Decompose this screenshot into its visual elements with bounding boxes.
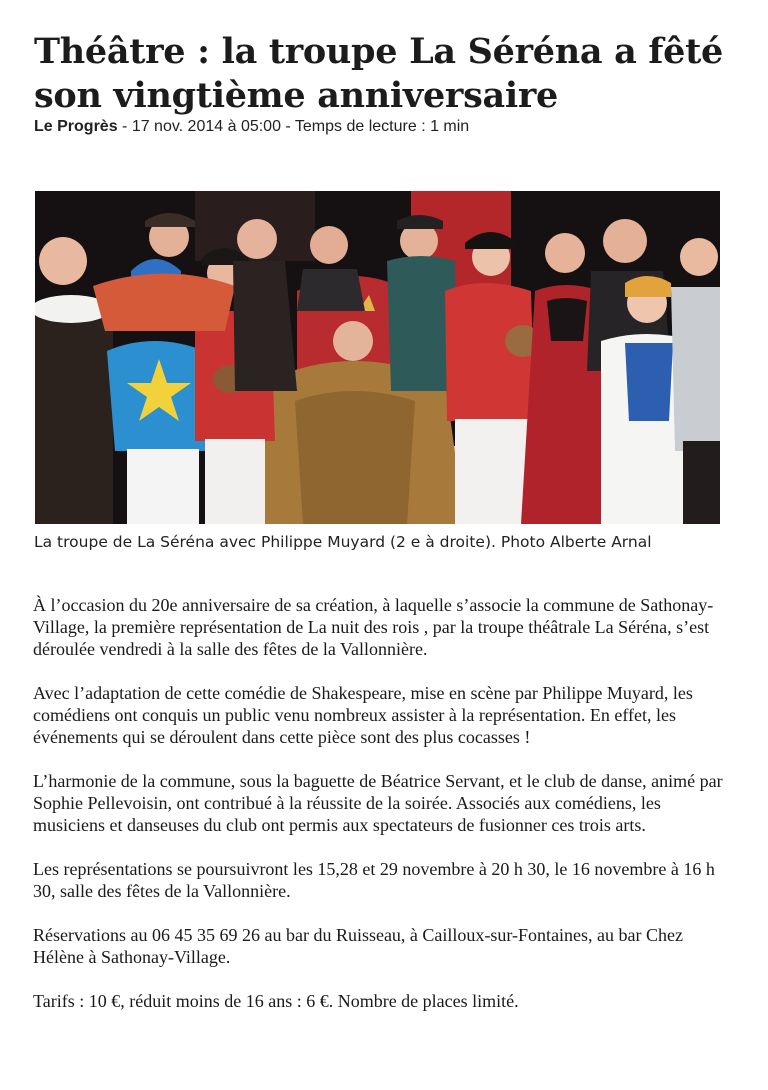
paragraph: L’harmonie de la commune, sous la baguette de Béatrice Servant, et le club de danse, animé par Sophie Pellevoisin, ont contribué à la réussite de la soirée. Associés aux comédiens, les musiciens et danseuses du club ont permis aux spectateurs de fusionner ces trois arts. <box>33 771 723 835</box>
paragraph: Les représentations se poursuivront les 15,28 et 29 novembre à 20 h 30, le 16 novembre à 16 h 30, salle des fêtes de la Vallonnière. <box>33 859 715 901</box>
article-body <box>33 594 733 1034</box>
troupe-photo <box>35 191 720 524</box>
article-byline <box>34 118 734 136</box>
byline-details: - 17 nov. 2014 à 05:00 - Temps de lecture : 1 min <box>117 118 470 135</box>
paragraph: Réservations au 06 45 35 69 26 au bar du Ruisseau, à Cailloux-sur-Fontaines, au bar Chez Hélène à Sathonay-Village. <box>33 925 684 967</box>
paragraph: Avec l’adaptation de cette comédie de Shakespeare, mise en scène par Philippe Muyard, les comédiens ont conquis un public venu nombreux assister à la représentation. En effet, les événements qui se déroulent dans cette pièce sont des plus cocasses ! <box>33 683 693 747</box>
article-title: Théâtre : la troupe La Séréna a fêté son vingtième anniversaire <box>34 31 723 116</box>
byline-source: Le Progrès <box>34 118 118 135</box>
photo-caption: La troupe de La Séréna avec Philippe Muyard (2 e à droite). Photo Alberte Arnal <box>34 533 652 551</box>
paragraph: À l’occasion du 20e anniversaire de sa création, à laquelle s’associe la commune de Sathonay-Village, la première représentation de La nuit des rois , par la troupe théâtrale La Séréna, s’est déroulée vendredi à la salle des fêtes de la Vallonnière. <box>33 595 714 659</box>
paragraph: Tarifs : 10 €, réduit moins de 16 ans : 6 €. Nombre de places limité. <box>33 991 519 1011</box>
